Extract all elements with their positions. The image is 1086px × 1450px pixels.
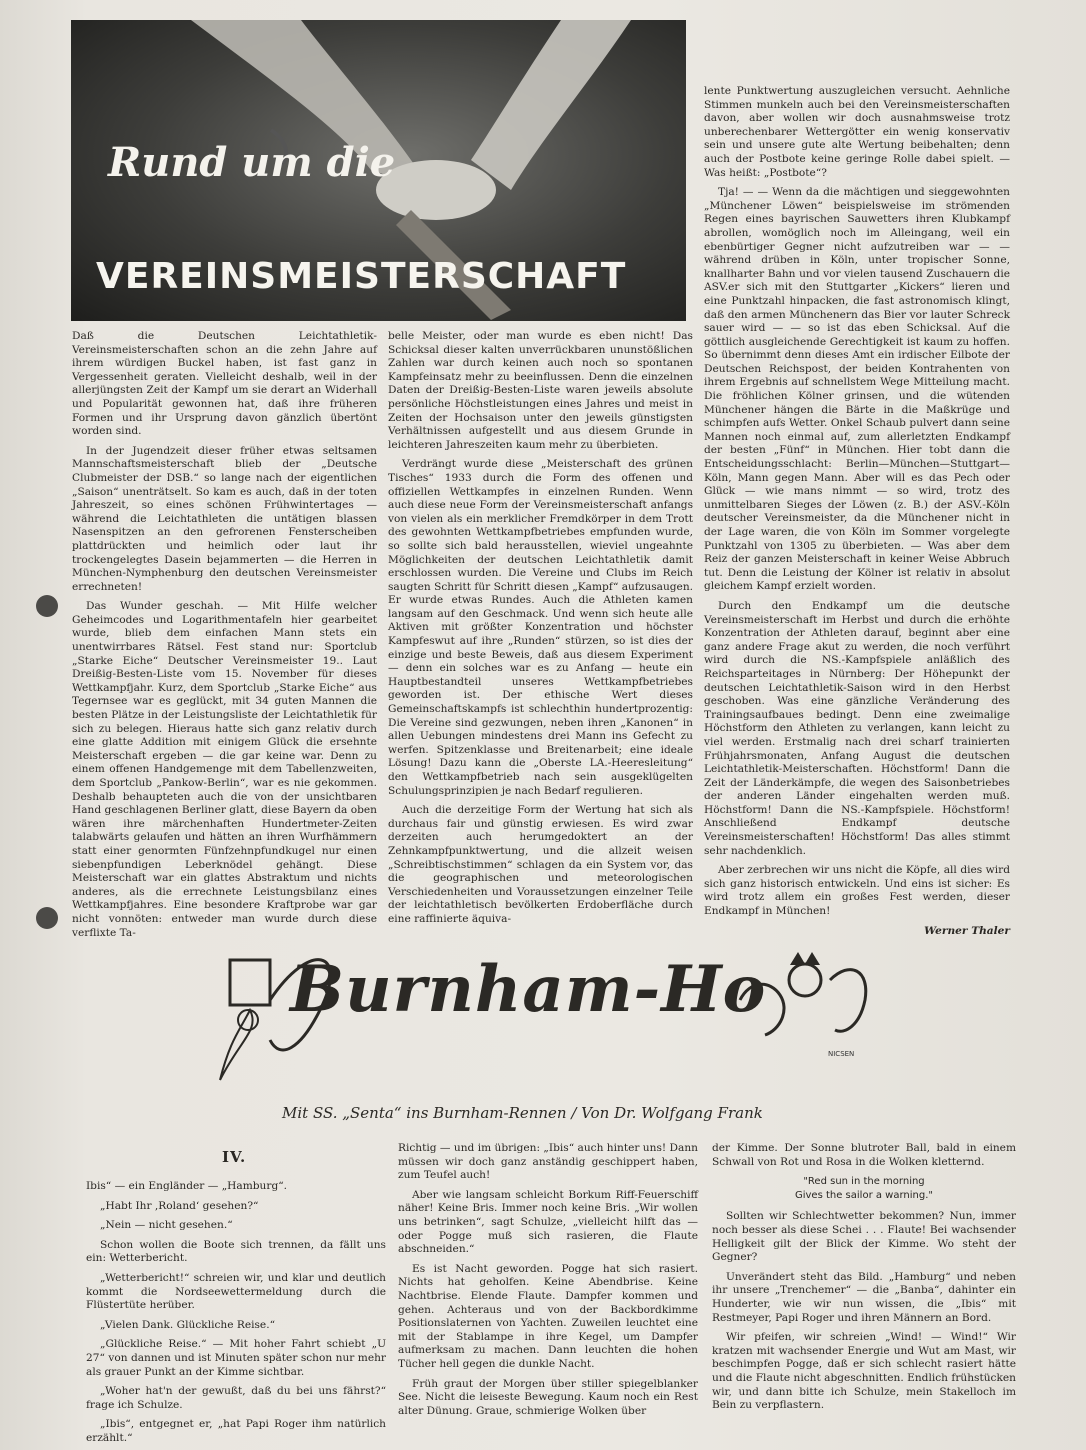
paragraph: „Glückliche Reise.“ — Mit hoher Fahrt schiebt „U 27“ von dannen und ist Minuten später schon nur mehr als grauer Punkt an der Kimme sichtbar. bbox=[86, 1338, 386, 1378]
paragraph: „Vielen Dank. Glückliche Reise.“ bbox=[100, 1318, 275, 1331]
article1-column-2 bbox=[388, 330, 694, 925]
paragraph: Durch den Endkampf um die deutsche Vereinsmeisterschaft im Herbst und durch die erhöhte Konzentration der Athleten darauf, beginnt aber eine ganz andere Frage akut zu werden, die noch verführt wird durch die NS.-Kampfspiele anläßlich des Reichsparteitages in Nürnberg: Der Höhepunkt der deutschen Leichtathletik-Saison wird in den Herbst geschoben. Was eine gänzliche Veränderung des Trainingsaufbaues bedingt. Denn eine zweimalige Höchstform den Athleten zu verlangen, kann leicht zu viel werden. Erstmalig nach drei scharf trainierten Frühjahrsmonaten, Anfang August die deutschen Leichtathletik-Meisterschaften. Höchstform! Dann die Zeit der Länderkämpfe, die wegen des Saisonbetriebes der anderen Länder eingehalten werden muß. Höchstform! Dann die NS.-Kampfspiele. Höchstform! Anschließend Endkampf deutsche Vereinsmeisterschaften! Höchstform! Das alles stimmt sehr nachdenklich. bbox=[704, 599, 1010, 857]
poem-line: Gives the sailor a warning." bbox=[794, 1189, 933, 1201]
paragraph: „Nein — nicht gesehen.“ bbox=[100, 1219, 233, 1232]
article-title-script: Rund um die bbox=[108, 139, 396, 186]
poem bbox=[712, 1175, 1016, 1202]
paragraph: Früh graut der Morgen über stiller spiegelblanker See. Nicht die leiseste Bewegung. Kaum noch ein Rest alter Dünung. Graue, schmierige Wolken über bbox=[398, 1377, 698, 1417]
article2-column-1 bbox=[86, 1180, 386, 1444]
punch-hole-bottom bbox=[36, 907, 58, 929]
paragraph: Tja! — — Wenn da die mächtigen und sieggewohnten „Münchener Löwen“ beispielsweise im strömenden Regen eines bayrischen Sauwetters ihren Klubkampf abrollen, womöglich noch im Alleingang, weil ein ebenbürtiger Gegner nicht aufzutreiben war — — während drüben in Köln, unter tropischer Sonne, knallharter Bahn und vor vielen tausend Zuschauern die ASV.er sich mit den Stuttgarter „Kickers“ lieren und eine Punktzahl hinpacken, die fast astronomisch klingt, daß den armen Münchenern das Bier vor lauter Schreck sauer wird — — so ist das eben Schicksal. Auf die göttlich ausgleichende Gerechtigkeit ist kaum zu hoffen. So übernimmt denn dieses Amt ein irdischer Eilbote der Deutschen Reichspost, der beiden Kontrahenten von ihrem Ergebnis auf schnellstem Wege Mitteilung macht. Die fröhlichen Kölner grinsen, und die wütenden Münchener hängen die Bärte in die Maßkrüge und schimpfen aufs Wetter. Onkel Schaub pulvert dann seine Mannen noch einmal auf, zum allerletzten Endkampf der besten „Fünf“ in München. Hier tobt dann die Entscheidungsschlacht: Berlin—München—Stuttgart—Köln, Mann gegen Mann. Aber will es das Pech oder Glück — wie mans nimmt — so wird, trotz des unmittelbaren Sieges der Löwen (z. B.) der ASV.-Köln deutscher Vereinsmeister, da die Münchener nicht in der Lage waren, die von Köln im Sommer vorgelegte Punktzahl von 1305 zu überbieten. — Was aber dem Reiz der ganzen Meisterschaft in keiner Weise Abbruch tut. Denn die Leistung der Kölner ist relativ in absolut gleichem Kampf erzielt worden. bbox=[704, 186, 1010, 593]
paragraph: Auch die derzeitige Form der Wertung hat sich als durchaus fair und günstig erwiesen. Es wird zwar derzeiten auch herumgedoktert an der Zehnkampfpunktwertung, und die allzeit weisen „Schreibtischstimmen“ schlagen da ein System vor, das die geographischen und meteorologischen Verschiedenheiten und Voraussetzungen einzelner Teile der leichtathletisch bevölkerten Erdoberfläche durch eine raffinierte äquiva- bbox=[388, 804, 693, 925]
paragraph: „Woher hat'n der gewußt, daß du bei uns fährst?“ frage ich Schulze. bbox=[86, 1385, 386, 1411]
article1-column-3 bbox=[704, 85, 1010, 937]
paragraph: lente Punktwertung auszugleichen versucht. Aehnliche Stimmen munkeln auch bei den Vereinsmeisterschaften davon, aber wollen wir doch ausnahmsweise trotz unberechenbarer Wettergötter ein wenig konservativ sein und unsere gute alte Wertung beibehalten; denn auch der Postbote keine geringe Rolle dabei spielt. — Was heißt: „Postbote“? bbox=[704, 85, 1010, 179]
article1-column-1 bbox=[72, 330, 377, 939]
paragraph: Aber zerbrechen wir uns nicht die Köpfe, all dies wird sich ganz historisch entwickeln. Und eins ist sicher: Es wird trotz allem ein großes Fest werden, dieser Endkampf in München! bbox=[704, 864, 1010, 918]
burnham-ho-title: Burnham-Ho bbox=[290, 952, 767, 1027]
paragraph: Das Wunder geschah. — Mit Hilfe welcher Geheimcodes und Logarithmentafeln hier gearbeitet wurde, blieb dem einfachen Mann stets ein unentwirrbares Rätsel. Fest stand nur: Sportclub „Starke Eiche“ Deutscher Vereinsmeister 19.. Laut Dreißig-Besten-Liste vom 15. November für dieses Wettkampfjahr. Kurz, dem Sportclub „Starke Eiche“ aus Tegernsee war es geglückt, mit 34 guten Mannen die besten Plätze in der Leistungsliste der Leichtathletik für sich zu belegen. Hieraus hatte sich ganz relativ durch eine glatte Addition mit einigem Glück die ersehnte Meisterschaft ergeben — die gar keine war. Denn zu einem offenen Handgemenge mit dem Tabellenzweiten, dem Sportclub „Pankow-Berlin“, war es nie gekommen. Deshalb behaupteten auch die von der unsichtbaren Hand geschlagenen Berliner glatt, diese Bayern da oben wären ihre märchenhaften Hundertmeter-Zeiten talabwärts gelaufen und hätten an ihren Wurfhämmern statt einer genormten Fünfzehnpfundkugel nur einen siebenpfundigen Leberknödel gehängt. Diese Meisterschaft war ein glattes Abstraktum und nichts anderes, als die errechnete Leistungsbilanz eines Wettkampfjahres. Eine besondere Kraftprobe war gar nicht vonnöten: entweder man wurde durch diese verflixte Ta- bbox=[72, 600, 377, 939]
author-signature: Werner Thaler bbox=[924, 924, 1010, 937]
paragraph: Daß die Deutschen Leichtathletik-Vereinsmeisterschaften schon an die zehn Jahre auf ihrem würdigen Buckel haben, ist fast ganz in Vergessenheit geraten. Vielleicht deshalb, weil in der allerjüngsten Zeit der Kampf um sie derart an Widerhall und Popularität gewonnen hat, daß ihre früheren Formen und ihr Ursprung davon gänzlich übertönt worden sind. bbox=[72, 330, 377, 438]
paragraph: „Wetterbericht!“ schreien wir, und klar und deutlich kommt die Nordseewettermeldung durch die Flüstertüte herüber. bbox=[86, 1271, 386, 1312]
paragraph: Richtig — und im übrigen: „Ibis“ auch hinter uns! Dann müssen wir doch ganz anständig geschippert haben, zum Teufel auch! bbox=[398, 1142, 698, 1182]
paragraph: der Kimme. Der Sonne blutroter Ball, bald in einem Schwall von Rot und Rosa in die Wolken kletternd. bbox=[712, 1142, 1016, 1168]
article2-column-3 bbox=[712, 1142, 1016, 1435]
chapter-number: IV. bbox=[222, 1148, 247, 1166]
paragraph: Unverändert steht das Bild. „Hamburg“ und neben ihr unsere „Trenchemer“ — die „Banba“, dahinter ein Hunderter, wie wir nun wissen, die „Ibis“ mit Restmeyer, Papi Roger und ihren Männern an Bord. bbox=[712, 1270, 1016, 1324]
paragraph: Sollten wir Schlechtwetter bekommen? Nun, immer noch besser als diese Schei . . . Flaute! Bei wachsender Helligkeit gilt der Blick der Kimme. Wo steht der Gegner? bbox=[712, 1210, 1016, 1264]
article2-column-2 bbox=[398, 1142, 698, 1435]
paragraph: Ibis“ — ein Engländer — „Hamburg“. bbox=[86, 1180, 288, 1192]
paragraph: „Habt Ihr ,Roland‘ gesehen?“ bbox=[100, 1199, 259, 1212]
paragraph: In der Jugendzeit dieser früher etwas seltsamen Mannschaftsmeisterschaft blieb der „Deutsche Clubmeister der DSB.“ so lange nach der eigentlichen „Saison“ unenträtselt. So kam es auch, daß in der toten Jahreszeit, so eines schönen Frühwintertages — während die Leichtathleten die untätigen blassen Nasenspitzen an den gefrorenen Fensterscheiben plattdrückten und heimlich oder laut ihr trockengelegtes Dasein bejammerten — die Herren in München-Nymphenburg den deutschen Vereinsmeister errechneten! bbox=[72, 444, 377, 593]
paragraph: Verdrängt wurde diese „Meisterschaft des grünen Tisches“ 1933 durch die Form des offenen und offiziellen Wettkampfes in einzelnen Runden. Wenn auch diese neue Form der Vereinsmeisterschaft anfangs von vielen als ein merklicher Fremdkörper in dem Trott des gewohnten Wettkampfbetriebes empfunden wurde, so sollte sich bald herausstellen, wieviel ungeahnte Möglichkeiten der deutschen Leichtathletik damit erschlossen wurden. Die Vereine und Clubs im Reich saugten Schritt für Schritt diesen „Kampf“ aufzusaugen. Er wurde etwas Rundes. Auch die Athleten kamen langsam auf den Geschmack. Und wenn sich heute alle Aktiven mit größter Konzentration und höchster Kampfeswut auf ihre „Runden“ stürzen, so ist dies der einzige und beste Beweis, daß aus diesem Experiment — denn ein solches war es zu Anfang — heute ein Hauptbestandteil unseres Wettkampfbetriebes geworden ist. Der ethische Wert dieses Gemeinschaftskampfs ist schlechthin hundertprozentig: Die Vereine sind gezwungen, neben ihren „Kanonen“ in allen Uebungen mindestens drei Mann ins Gefecht zu werfen. Spitzenklasse und Breitenarbeit; eine ideale Lösung! Dazu kann die „Oberste LA.-Heeresleitung“ den Wettkampfbetrieb nach sein ausgeklügelten Schulungsprinzipien je nach Bedarf regulieren. bbox=[388, 458, 694, 797]
punch-hole-top bbox=[36, 595, 58, 617]
poem-line: "Red sun in the morning bbox=[803, 1176, 925, 1188]
article-title-main: VEREINSMEISTERSCHAFT bbox=[96, 256, 627, 297]
paragraph: Aber wie langsam schleicht Borkum Riff-Feuerschiff näher! Keine Bris. Immer noch keine Bris. „Wir wollen uns betrinken“, sagt Schulze, „vielleicht hilft das — oder Pogge muß sich rasieren, die Flaute abschneiden.“ bbox=[398, 1188, 698, 1256]
article2-subtitle: Mit SS. „Senta“ ins Burnham-Rennen / Von Dr. Wolfgang Frank bbox=[282, 1104, 763, 1122]
artist-signature: NICSEN bbox=[828, 1050, 855, 1058]
paragraph: Schon wollen die Boote sich trennen, da fällt uns ein: Wetterbericht. bbox=[86, 1238, 386, 1265]
paragraph: Wir pfeifen, wir schreien „Wind! — Wind!“ Wir kratzen mit wachsender Energie und Wut am Mast, wir beschimpfen Pogge, daß er sich schlecht rasiert hätte und die Flaute nicht abgeschnitten. Endlich frühstücken wir, und dann bitte ich Schulze, mein Stakelloch im Bein zu verpflastern. bbox=[712, 1331, 1016, 1412]
paragraph: belle Meister, oder man wurde es eben nicht! Das Schicksal dieser kalten unverrückbaren ununstößlichen Zahlen war durch keinen auch noch so spontanen Kampfeinsatz mehr zu beeinflussen. Denn die einzelnen Daten der Dreißig-Besten-Liste waren jeweils absolute persönliche Höchstleistungen eines Jahres und meist in Zeiten der Hochsaison unter den jeweils günstigsten Verhältnissen aufgestellt und aus diesem Grunde in leichteren Jahreszeiten kaum mehr zu überbieten. bbox=[388, 330, 693, 451]
paragraph: „Ibis“, entgegnet er, „hat Papi Roger ihm natürlich erzählt.“ bbox=[86, 1418, 386, 1444]
paragraph: Es ist Nacht geworden. Pogge hat sich rasiert. Nichts hat geholfen. Keine Abendbrise. Keine Nachtbrise. Elende Flaute. Dampfer kommen und gehen. Achteraus und von der Backbordkimme Positionslaternen von Yachten. Zuweilen leuchtet eine mit der Stablampe in ihre Kegel, um Dampfer aufmerksam zu machen. Dann leuchten die hohen Tücher hell gegen die dunkle Nacht. bbox=[398, 1262, 698, 1370]
